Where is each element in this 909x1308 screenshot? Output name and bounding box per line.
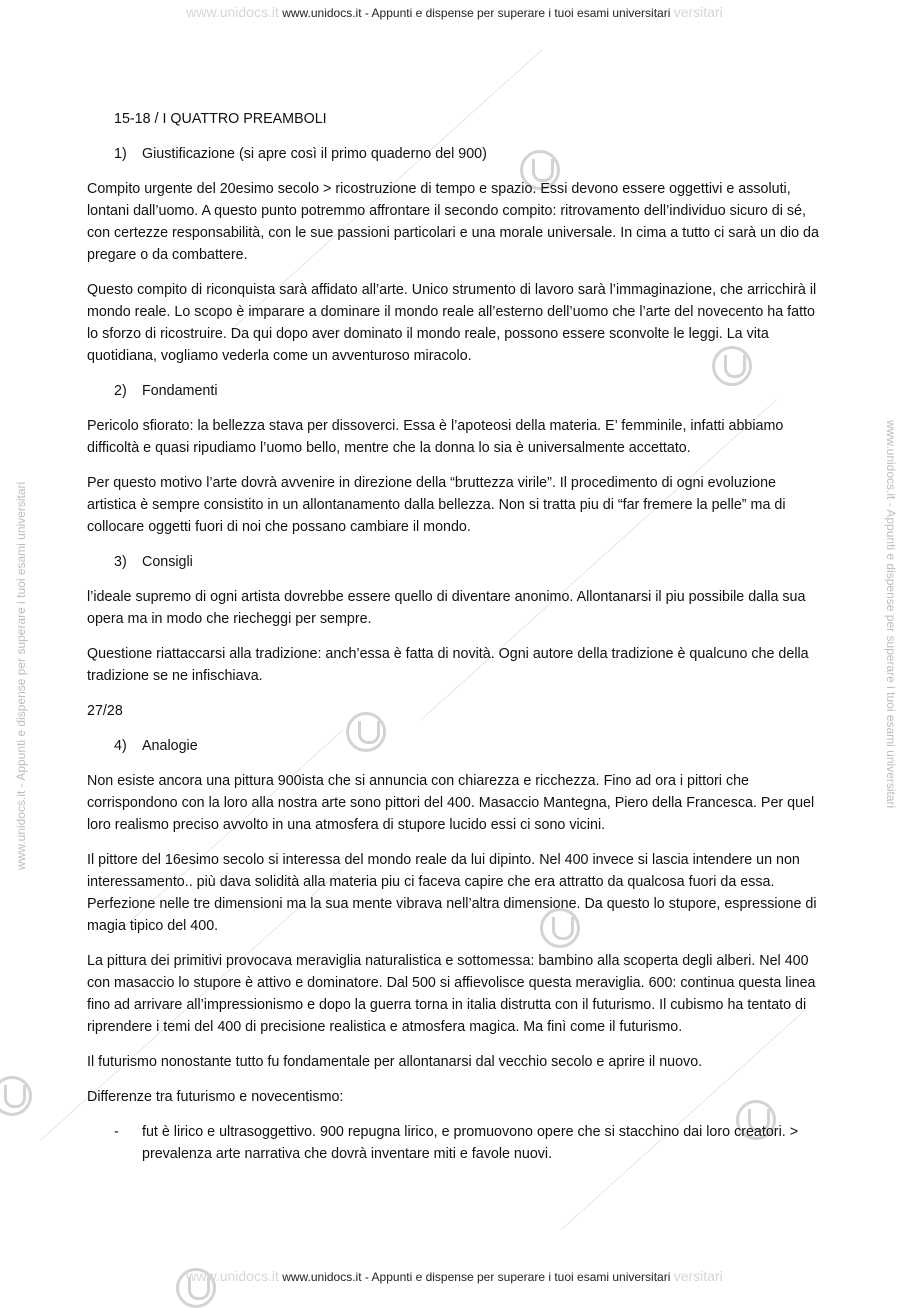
section-number: 2) <box>114 383 127 399</box>
bullet-dash: - <box>114 1124 119 1140</box>
section-heading <box>87 735 827 757</box>
section-title: Giustificazione (si apre così il primo quaderno del 900) <box>142 146 487 162</box>
section-number: 3) <box>114 554 127 570</box>
paragraph: La pittura dei primitivi provocava meraviglia naturalistica e sottomessa: bambino alla scoperta degli alberi. Nel 400 con masaccio lo stupore è attivo e dominatore. Dal 500 si affievolisce questa meraviglia. 600: continua questa linea fino ad arrivare all’impressionismo e dopo la guerra torna in italia distrutta con il futurismo. Il cubismo ha tentato di riprendere i temi del 400 di precisione realistica e atmosfera magica. Ma finì come il futurismo. <box>87 953 816 1035</box>
watermark-ghost-left: www.unidocs.it <box>186 4 279 20</box>
bullet-item <box>87 1121 827 1165</box>
section-title: Consigli <box>142 554 193 570</box>
watermark-banner-top <box>0 4 909 20</box>
paragraph: Compito urgente del 20esimo secolo > ricostruzione di tempo e spazio. Essi devono essere oggettivi e assoluti, lontani dall’uomo. A questo punto potremmo affrontare il secondo compito: ritrovamento dell’individuo sicuro di sé, con certezze responsabilità, con le sue passioni particolari e una morale universale. In cima a tutto ci sarà un dio da pregare o da combattere. <box>87 181 819 263</box>
watermark-banner-text: www.unidocs.it - Appunti e dispense per superare i tuoi esami universitari <box>282 1270 671 1284</box>
paragraph: Differenze tra futurismo e novecentismo: <box>87 1089 344 1105</box>
pages-label: 27/28 <box>87 703 123 719</box>
section-heading <box>87 380 827 402</box>
watermark-banner-text: www.unidocs.it - Appunti e dispense per superare i tuoi esami universitari <box>282 6 671 20</box>
paragraph: Questione riattaccarsi alla tradizione: anch’essa è fatta di novità. Ogni autore della tradizione è qualcuno che della tradizione se ne infischiava. <box>87 646 809 684</box>
watermark-side-right: www.unidocs.it - Appunti e dispense per superare i tuoi esami universitari <box>884 420 898 809</box>
section-heading <box>87 551 827 573</box>
watermark-ghost-right: versitari <box>673 4 723 20</box>
paragraph: l’ideale supremo di ogni artista dovrebbe essere quello di diventare anonimo. Allontanarsi il piu possibile dalla sua opera ma in modo che riecheggi per sempre. <box>87 589 806 627</box>
paragraph: Questo compito di riconquista sarà affidato all’arte. Unico strumento di lavoro sarà l’immaginazione, che arricchirà il mondo reale. Lo scopo è imparare a dominare il mondo reale all’esterno dell’uomo che l’arte del novecento ha fatto lo sforzo di ricostruire. Da qui dopo aver dominato il mondo reale, possono essere sconvolte le leggi. La vita quotidiana, vogliamo vederla come un avventuroso miracolo. <box>87 282 817 364</box>
paragraph: Il pittore del 16esimo secolo si interessa del mondo reale da lui dipinto. Nel 400 invece si lascia intendere un non interessamento.. più dava solidità alla materia piu ci faceva capire che era attratto da qualcosa fuori da essa. Perfezione nelle tre dimensioni ma la sua mente vibrava nell’altra dimensione. Da questo lo stupore, espressione di magia tipico del 400. <box>87 852 817 934</box>
section-title: Fondamenti <box>142 383 218 399</box>
bullet-text: fut è lirico e ultrasoggettivo. 900 repugna lirico, e promuovono opere che si stacchino dai loro creatori. > prevalenza arte narrativa che dovrà inventare miti e favole nuovi. <box>142 1124 799 1162</box>
document-title: 15-18 / I QUATTRO PREAMBOLI <box>114 111 327 127</box>
watermark-ghost-right: versitari <box>673 1268 723 1284</box>
document-body <box>87 108 827 1165</box>
paragraph: Non esiste ancora una pittura 900ista che si annuncia con chiarezza e ricchezza. Fino ad ora i pittori che corrispondono con la loro alla nostra arte sono pittori del 400. Masaccio Mantegna, Piero della Francesca. Per quel loro realismo preciso avvolto in una atmosfera di stupore lucido essi ci sono vicini. <box>87 773 815 833</box>
watermark-ghost-left: www.unidocs.it <box>186 1268 279 1284</box>
section-heading <box>87 143 827 165</box>
paragraph: Per questo motivo l’arte dovrà avvenire in direzione della “bruttezza virile”. Il procedimento di ogni evoluzione artistica è sempre consistito in un allontanamento dalla bellezza. Non si tratta piu di “far fremere la pelle” ma di collocare oggetti fuori di noi che possano cambiare il mondo. <box>87 475 786 535</box>
paragraph: Il futurismo nonostante tutto fu fondamentale per allontanarsi dal vecchio secolo e aprire il nuovo. <box>87 1054 703 1070</box>
paragraph: Pericolo sfiorato: la bellezza stava per dissoverci. Essa è l’apoteosi della materia. E’ femminile, infatti abbiamo difficoltà e quasi ripudiamo l’uomo bello, mentre che la donna lo sia è universalmente accettato. <box>87 418 784 456</box>
section-number: 4) <box>114 738 127 754</box>
section-number: 1) <box>114 146 127 162</box>
watermark-banner-bottom <box>0 1268 909 1284</box>
section-title: Analogie <box>142 738 198 754</box>
watermark-side-left: www.unidocs.it - Appunti e dispense per superare i tuoi esami universitari <box>14 481 28 870</box>
watermark-logo-icon <box>0 1076 32 1116</box>
